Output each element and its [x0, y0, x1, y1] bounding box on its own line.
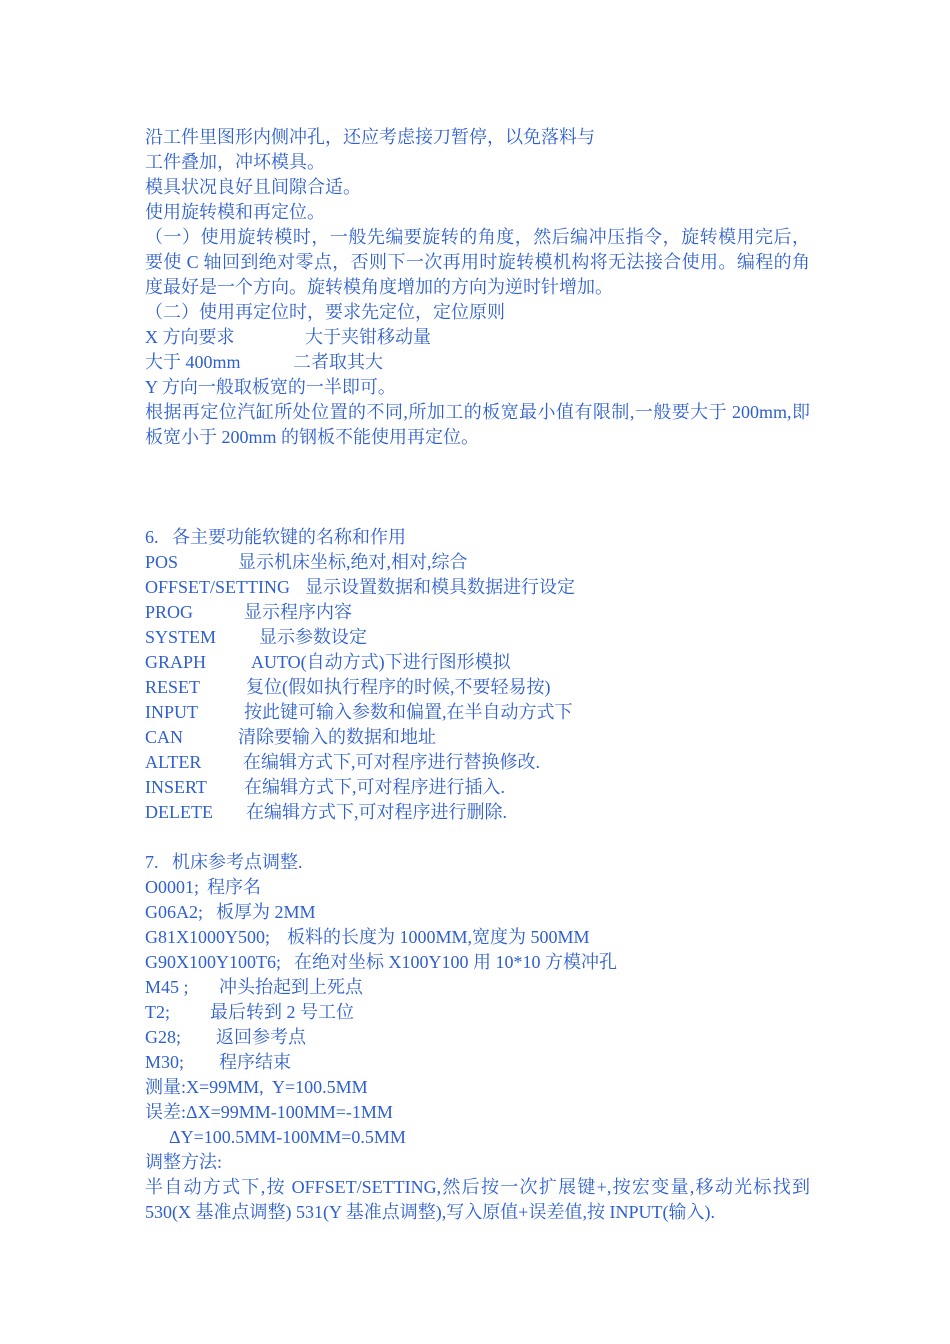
softkey-name: GRAPH — [145, 652, 207, 672]
softkey-name: CAN — [145, 727, 184, 747]
program-comment: 板料的长度为 1000MM,宽度为 500MM — [287, 927, 590, 947]
intro-line-3: 模具状况良好且间隙合适。 — [145, 177, 361, 197]
measurement-line: 测量:X=99MM, Y=100.5MM — [145, 1077, 368, 1097]
softkey-description: 在编辑方式下,可对程序进行删除. — [246, 802, 507, 822]
program-code: M45 ; — [145, 977, 189, 997]
document-body — [145, 125, 810, 1225]
section-6-title: 6. 各主要功能软键的名称和作用 — [145, 527, 406, 547]
list-item — [145, 550, 810, 575]
list-item — [145, 1000, 810, 1025]
list-item — [145, 600, 810, 625]
softkey-name: INSERT — [145, 777, 207, 797]
x-requirement-rule: 二者取其大 — [293, 352, 383, 372]
list-item — [145, 575, 810, 600]
softkey-description: 在编辑方式下,可对程序进行替换修改. — [243, 752, 540, 772]
softkey-name: OFFSET/SETTING — [145, 577, 291, 597]
program-code: G06A2; — [145, 902, 203, 922]
list-item — [145, 1025, 810, 1050]
program-comment: 返回参考点 — [216, 1027, 306, 1047]
softkey-description: 显示参数设定 — [259, 627, 367, 647]
program-comment: 程序结束 — [219, 1052, 291, 1072]
softkey-name: RESET — [145, 677, 201, 697]
section-7-title: 7. 机床参考点调整. — [145, 852, 303, 872]
list-item — [145, 775, 810, 800]
program-comment: 程序名 — [207, 877, 261, 897]
list-item — [145, 900, 810, 925]
softkey-name: PROG — [145, 602, 194, 622]
error-line-x: 误差:ΔX=99MM-100MM=-1MM — [145, 1102, 393, 1122]
softkey-name: INPUT — [145, 702, 198, 722]
list-item — [145, 975, 810, 1000]
intro-line-2: 工件叠加，冲坏模具。 — [145, 152, 325, 172]
list-item — [145, 700, 810, 725]
x-requirement-min: 大于 400mm — [145, 352, 241, 372]
list-item — [145, 925, 810, 950]
error-line-y: ΔY=100.5MM-100MM=0.5MM — [169, 1127, 406, 1147]
reposition-paragraph: （二）使用再定位时，要求先定位，定位原则 — [145, 302, 505, 322]
list-item — [145, 725, 810, 750]
y-requirement: Y 方向一般取板宽的一半即可。 — [145, 377, 396, 397]
softkey-name: DELETE — [145, 802, 213, 822]
program-code: G81X1000Y500; — [145, 927, 270, 947]
program-comment: 板厚为 2MM — [216, 902, 316, 922]
softkey-description: 显示机床坐标,绝对,相对,综合 — [238, 552, 468, 572]
adjust-method-paragraph: 半自动方式下,按 OFFSET/SETTING,然后按一次扩展键+,按宏变量,移动光标找到 530(X 基准点调整) 531(Y 基准点调整),写入原值+误差值,按 INPUT(输入). — [145, 1177, 810, 1222]
list-item — [145, 650, 810, 675]
softkey-name: ALTER — [145, 752, 202, 772]
softkey-name: SYSTEM — [145, 627, 217, 647]
list-item — [145, 675, 810, 700]
program-code: G28; — [145, 1027, 181, 1047]
program-comment: 冲头抬起到上死点 — [219, 977, 363, 997]
softkey-list — [145, 550, 810, 825]
program-code: G90X100Y100T6; — [145, 952, 281, 972]
list-item — [145, 625, 810, 650]
softkey-description: AUTO(自动方式)下进行图形模拟 — [251, 652, 511, 672]
x-requirement-row — [145, 325, 810, 350]
softkey-name: POS — [145, 552, 179, 572]
list-item — [145, 1050, 810, 1075]
list-item — [145, 875, 810, 900]
intro-line-1: 沿工件里图形内侧冲孔，还应考虑接刀暂停，以免落料与 — [145, 127, 595, 147]
program-listing — [145, 875, 810, 1075]
program-code: T2; — [145, 1002, 170, 1022]
x-requirement-value: 大于夹钳移动量 — [305, 327, 431, 347]
list-item — [145, 950, 810, 975]
x-requirement-row-2 — [145, 350, 810, 375]
program-code: M30; — [145, 1052, 185, 1072]
plate-width-paragraph: 根据再定位汽缸所处位置的不同,所加工的板宽最小值有限制,一般要大于 200mm,即板宽小于 200mm 的钢板不能使用再定位。 — [145, 402, 810, 447]
intro-line-4: 使用旋转模和再定位。 — [145, 202, 325, 222]
program-comment: 在绝对坐标 X100Y100 用 10*10 方模冲孔 — [294, 952, 617, 972]
softkey-description: 按此键可输入参数和偏置,在半自动方式下 — [244, 702, 573, 722]
softkey-description: 复位(假如执行程序的时候,不要轻易按) — [246, 677, 551, 697]
softkey-description: 显示程序内容 — [244, 602, 352, 622]
softkey-description: 在编辑方式下,可对程序进行插入. — [244, 777, 505, 797]
program-comment: 最后转到 2 号工位 — [210, 1002, 354, 1022]
rotary-tool-paragraph: （一）使用旋转模时，一般先编要旋转的角度，然后编冲压指令，旋转模用完后，要使 C 轴回到绝对零点，否则下一次再用时旋转模机构将无法接合使用。编程的角度最好是一个方向。旋转模角度增加的方向为逆时针增加。 — [145, 227, 810, 297]
softkey-description: 显示设置数据和模具数据进行设定 — [305, 577, 575, 597]
x-requirement-label: X 方向要求 — [145, 327, 235, 347]
list-item — [145, 750, 810, 775]
program-code: O0001; — [145, 877, 199, 897]
adjust-method-title: 调整方法: — [145, 1152, 223, 1172]
list-item — [145, 800, 810, 825]
softkey-description: 清除要输入的数据和地址 — [238, 727, 436, 747]
